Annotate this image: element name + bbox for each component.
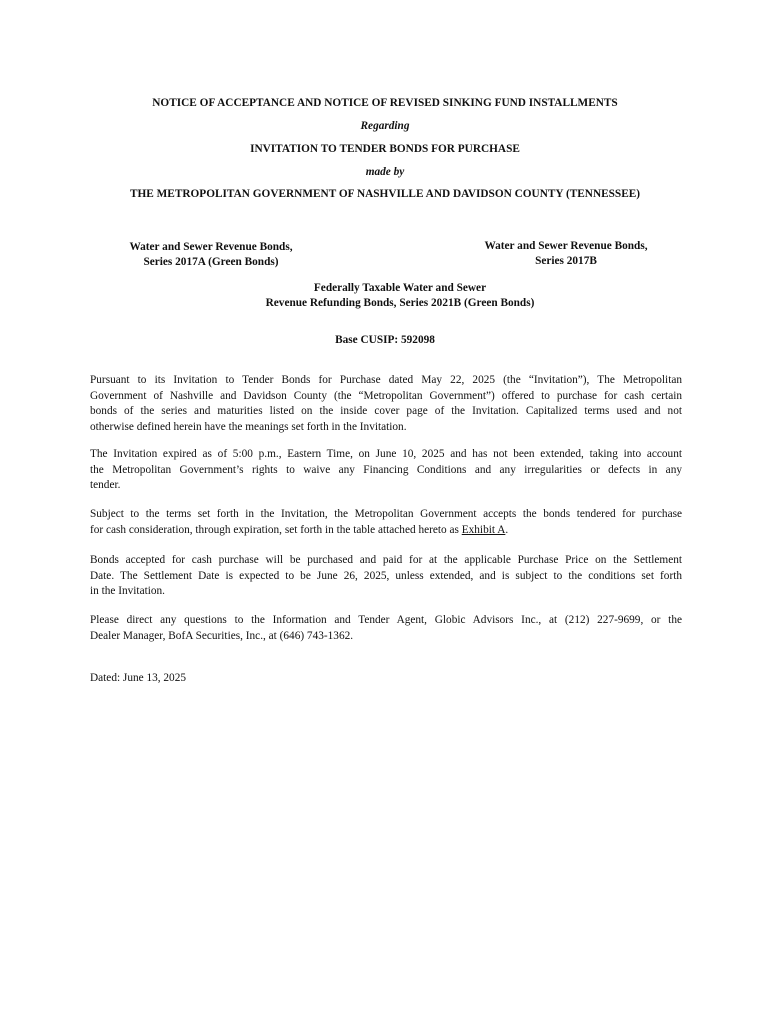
invitation-heading: INVITATION TO TENDER BONDS FOR PURCHASE	[250, 143, 520, 155]
series-2021b-line2: Revenue Refunding Bonds, Series 2021B (Green Bonds)	[265, 297, 535, 309]
paragraph-line: Bonds accepted for cash purchase will be purchased and paid for at the applicable Purchase Price on the Settlement	[90, 554, 682, 566]
issuer-heading: THE METROPOLITAN GOVERNMENT OF NASHVILLE AND DAVIDSON COUNTY (TENNESSEE)	[129, 188, 641, 200]
series-2017a	[90, 240, 332, 270]
paragraph-period: .	[505, 523, 509, 536]
paragraph-line: in the Invitation.	[90, 585, 165, 598]
series-2021b	[150, 281, 650, 311]
series-2017a-line1: Water and Sewer Revenue Bonds,	[129, 241, 293, 253]
paragraph-line: Government of Nashville and Davidson County (the “Metropolitan Government”) offered to purchase for cash certain	[90, 389, 682, 402]
series-2021b-line1: Federally Taxable Water and Sewer	[313, 282, 487, 294]
paragraph-acceptance	[90, 507, 682, 538]
paragraph-line: the Metropolitan Government’s rights to waive any Financing Conditions and any irregularities or defects in any	[90, 463, 682, 476]
series-2017a-line2: Series 2017A (Green Bonds)	[143, 256, 279, 268]
exhibit-a-link[interactable]: Exhibit A	[461, 523, 506, 536]
paragraph-line: Date. The Settlement Date is expected to be June 26, 2025, unless extended, and is subject to the conditions set forth	[90, 569, 682, 582]
paragraph-line: Please direct any questions to the Information and Tender Agent, Globic Advisors Inc., at (212) 227-9699, or the	[90, 614, 682, 626]
paragraph-line: Pursuant to its Invitation to Tender Bonds for Purchase dated May 22, 2025 (the “Invitation”), The Metropolitan	[90, 374, 682, 386]
paragraph-line	[90, 523, 682, 539]
paragraph-line: bonds of the series and maturities listed on the inside cover page of the Invitation. Capitalized terms used and not	[90, 405, 682, 418]
paragraph-line-text: for cash consideration, through expiration, set forth in the table attached hereto as	[90, 523, 462, 536]
dated-line: Dated: June 13, 2025	[90, 672, 187, 684]
paragraph-contacts	[90, 613, 682, 644]
paragraph-line: tender.	[90, 479, 121, 492]
made-by-label: made by	[365, 166, 405, 178]
series-2017b-line1: Water and Sewer Revenue Bonds,	[484, 240, 648, 252]
paragraph-line: Subject to the terms set forth in the Invitation, the Metropolitan Government accepts the bonds tendered for purchase	[90, 508, 682, 520]
paragraph-invitation	[90, 373, 682, 436]
base-cusip: Base CUSIP: 592098	[335, 334, 435, 346]
regarding-label: Regarding	[360, 120, 410, 132]
series-2017b-line2: Series 2017B	[535, 255, 597, 267]
paragraph-settlement	[90, 553, 682, 600]
paragraph-line: The Invitation expired as of 5:00 p.m., Eastern Time, on June 10, 2025 and has not been extended, taking into account	[90, 448, 682, 460]
paragraph-line: otherwise defined herein have the meanings set forth in the Invitation.	[90, 421, 407, 434]
paragraph-line: Dealer Manager, BofA Securities, Inc., at (646) 743-1362.	[90, 629, 354, 642]
paragraph-expiration	[90, 447, 682, 494]
notice-title: NOTICE OF ACCEPTANCE AND NOTICE OF REVISED SINKING FUND INSTALLMENTS	[152, 97, 618, 109]
series-2017b	[448, 239, 684, 269]
